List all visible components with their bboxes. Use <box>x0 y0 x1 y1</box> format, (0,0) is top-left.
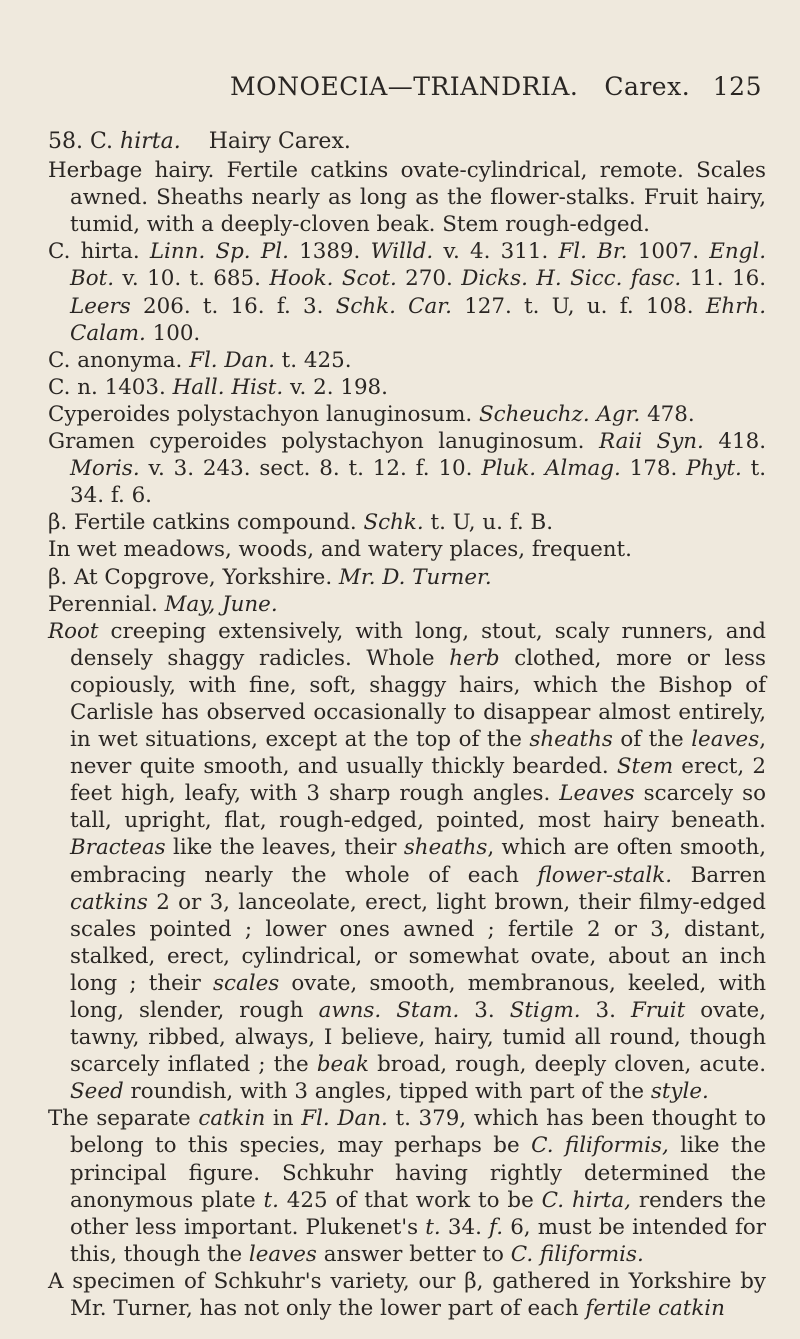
text-run: Dicks. H. Sicc. fasc. <box>461 266 682 292</box>
text-run: Fl. Dan. <box>301 1106 388 1132</box>
text-run: Herbage hairy. Fertile catkins ovate-cylindrical, remote. Scales awned. Sheaths nearly as long as the flower-stalks. Fruit hairy, tumid, with a deeply-cloven beak. Stem rough-edged. <box>48 158 766 238</box>
text-run: 2 or 3, lanceolate, erect, light brown, their filmy-edged scales pointed ; lower ones awned ; fertile 2 or 3, distant, stalked, erect, cylindrical, or somewhat ovate, about an inch long ; their <box>70 889 766 996</box>
paragraph <box>48 1105 766 1268</box>
text-run: Cyperoides polystachyon lanuginosum. <box>48 401 479 427</box>
header-genus: Carex. <box>604 72 691 101</box>
text-run: Hall. Hist. <box>172 374 284 400</box>
paragraph <box>48 238 766 346</box>
text-run: style. <box>650 1079 709 1105</box>
text-run: Barren <box>672 862 766 888</box>
text-run: 425 of that work to be <box>278 1187 542 1213</box>
text-run: Mr. D. Turner. <box>338 564 492 590</box>
text-run: t. <box>425 1214 441 1240</box>
text-run: 418. <box>703 429 766 455</box>
text-run: 3. <box>580 998 631 1023</box>
text-run: scarcely so tall, upright, flat, rough-edged, pointed, most hairy beneath. <box>70 781 766 834</box>
text-run: leaves <box>691 727 760 753</box>
paragraph-list <box>48 157 766 1322</box>
page-number: 125 <box>712 72 762 101</box>
text-run: in <box>265 1106 302 1132</box>
text-run: 3. <box>459 998 510 1023</box>
text-run: 178. <box>620 456 687 482</box>
paragraph <box>48 591 766 618</box>
text-run: Ehrh. Calam. <box>70 293 767 346</box>
text-run: Fl. Br. <box>558 239 628 265</box>
text-run: Stam. <box>396 998 460 1023</box>
text-run: Engl. Bot. <box>70 239 766 292</box>
text-run: answer better to <box>316 1241 511 1267</box>
text-run <box>381 998 396 1023</box>
text-run: 127. t. U, u. f. 108. <box>451 293 706 319</box>
paragraph <box>48 564 766 591</box>
text-run: Bracteas <box>70 835 166 861</box>
running-header <box>230 72 762 112</box>
text-run: C. hirta, <box>541 1187 631 1213</box>
text-run: C. hirta. <box>48 239 150 265</box>
text-run: beak <box>316 1052 369 1078</box>
text-run: fertile catkin <box>585 1296 725 1322</box>
text-run: C. n. 1403. <box>48 374 173 400</box>
text-run: 100. <box>145 320 201 346</box>
text-run: C. filiformis, <box>531 1133 669 1159</box>
species-latin: hirta. <box>120 129 181 154</box>
text-run: Perennial. <box>48 591 165 617</box>
text-run: herb <box>449 645 500 671</box>
header-title: MONOECIA—TRIANDRIA. <box>230 72 579 101</box>
text-run: Seed <box>70 1079 124 1105</box>
text-run: 1007. <box>627 239 710 265</box>
text-run: Root <box>48 618 99 644</box>
text-run: erect, 2 feet high, leafy, with 3 sharp rough angles. <box>70 754 766 807</box>
text-run: Schk. Car. <box>335 293 452 319</box>
paragraph <box>48 401 766 428</box>
text-run: Fl. Dan. <box>189 347 275 373</box>
text-run: 6, must be intended for this, though the <box>70 1214 767 1267</box>
paragraph <box>48 347 766 374</box>
text-run: scales <box>213 970 280 996</box>
text-run: In wet meadows, woods, and watery places, frequent. <box>48 537 632 563</box>
text-run: of the <box>612 727 692 753</box>
text-run: Linn. Sp. Pl. <box>149 239 289 265</box>
text-run: Fruit <box>630 998 686 1023</box>
text-run: C. anonyma. <box>48 347 190 373</box>
text-run: , never quite smooth, and usually thickly bearded. <box>70 727 766 780</box>
paragraph <box>48 536 766 563</box>
text-run: t. <box>263 1187 279 1213</box>
text-run: Scheuchz. Agr. <box>478 401 641 427</box>
text-run: Schk. <box>363 510 424 536</box>
text-run: Leers <box>70 293 131 319</box>
text-run: 11. 16. <box>681 266 766 292</box>
page-body <box>48 128 766 1322</box>
text-run: t. 34. f. 6. <box>70 456 766 509</box>
text-run: awns. <box>318 998 382 1023</box>
text-run: v. 3. 243. sect. 8. t. 12. f. 10. <box>139 456 482 482</box>
text-run: renders the other less important. Plukenet's <box>70 1187 766 1240</box>
text-run: clothed, more or less copiously, with fine, soft, shaggy hairs, which the Bishop of Carlisle has observed occasionally to disappear almost entirely, in wet situations, except at the top of the <box>70 645 767 753</box>
text-run: The separate <box>48 1106 199 1132</box>
text-run: t. 379, which has been thought to belong to this species, may perhaps be <box>70 1106 766 1159</box>
text-run: C. filiformis. <box>510 1241 644 1267</box>
text-run: 34. <box>440 1214 490 1240</box>
text-run: creeping extensively, with long, stout, scaly runners, and densely shaggy radicles. Whole <box>70 618 766 671</box>
species-heading <box>48 128 766 155</box>
text-run: Hook. Scot. <box>269 266 397 292</box>
text-run: 478. <box>640 401 695 427</box>
text-run: 270. <box>396 266 462 292</box>
text-run: v. 10. t. 685. <box>114 266 270 292</box>
text-run: β. At Copgrove, Yorkshire. <box>48 564 339 590</box>
text-run: Moris. <box>70 456 140 482</box>
text-run: ovate, smooth, membranous, keeled, with long, slender, rough <box>70 970 766 1023</box>
paragraph <box>48 618 766 1106</box>
text-run: ovate, tawny, ribbed, always, I believe, hairy, tumid all round, though scarcely inflated ; the <box>70 998 766 1078</box>
text-run: Raii Syn. <box>599 429 704 455</box>
paragraph <box>48 374 766 401</box>
species-number: 58. C. <box>48 129 114 154</box>
text-run: like the principal figure. Schkuhr having rightly determined the anonymous plate <box>70 1133 767 1213</box>
text-run: May, June. <box>164 591 278 617</box>
text-run: 1389. <box>288 239 371 265</box>
text-run: catkins <box>70 889 148 915</box>
text-run: broad, rough, deeply cloven, acute. <box>368 1052 766 1078</box>
text-run: β. Fertile catkins compound. <box>48 510 364 536</box>
text-run: 206. t. 16. f. 3. <box>130 293 336 319</box>
text-run: Gramen cyperoides polystachyon lanuginosum. <box>48 429 599 455</box>
text-run: v. 2. 198. <box>283 374 388 400</box>
text-run: Leaves <box>559 781 635 807</box>
text-run: catkin <box>198 1106 266 1132</box>
text-run: sheaths <box>403 835 488 861</box>
paragraph <box>48 509 766 536</box>
text-run: t. 425. <box>274 347 352 373</box>
text-run: A specimen of Schkuhr's variety, our β, gathered in Yorkshire by Mr. Turner, has not only the lower part of each <box>48 1268 766 1322</box>
text-run: f. <box>489 1214 504 1240</box>
text-run: roundish, with 3 angles, tipped with part of the <box>123 1079 651 1105</box>
paragraph <box>48 428 766 509</box>
text-run: Pluk. Almag. <box>481 456 621 482</box>
text-run: like the leaves, their <box>165 835 404 861</box>
text-run: Phyt. <box>686 456 742 482</box>
text-run: v. 4. 311. <box>433 239 559 265</box>
text-run: leaves <box>248 1241 317 1267</box>
paragraph <box>48 157 766 238</box>
text-run: Stem <box>616 754 674 780</box>
text-run: sheaths <box>529 727 613 753</box>
text-run: Stigm. <box>509 998 581 1023</box>
text-run: flower-stalk. <box>537 862 672 888</box>
species-common-name: Hairy Carex. <box>208 129 351 154</box>
text-run: Willd. <box>370 239 434 265</box>
paragraph <box>48 1268 766 1322</box>
text-run: t. U, u. f. B. <box>423 510 553 536</box>
text-run: , which are often smooth, embracing nearly the whole of each <box>70 835 767 888</box>
